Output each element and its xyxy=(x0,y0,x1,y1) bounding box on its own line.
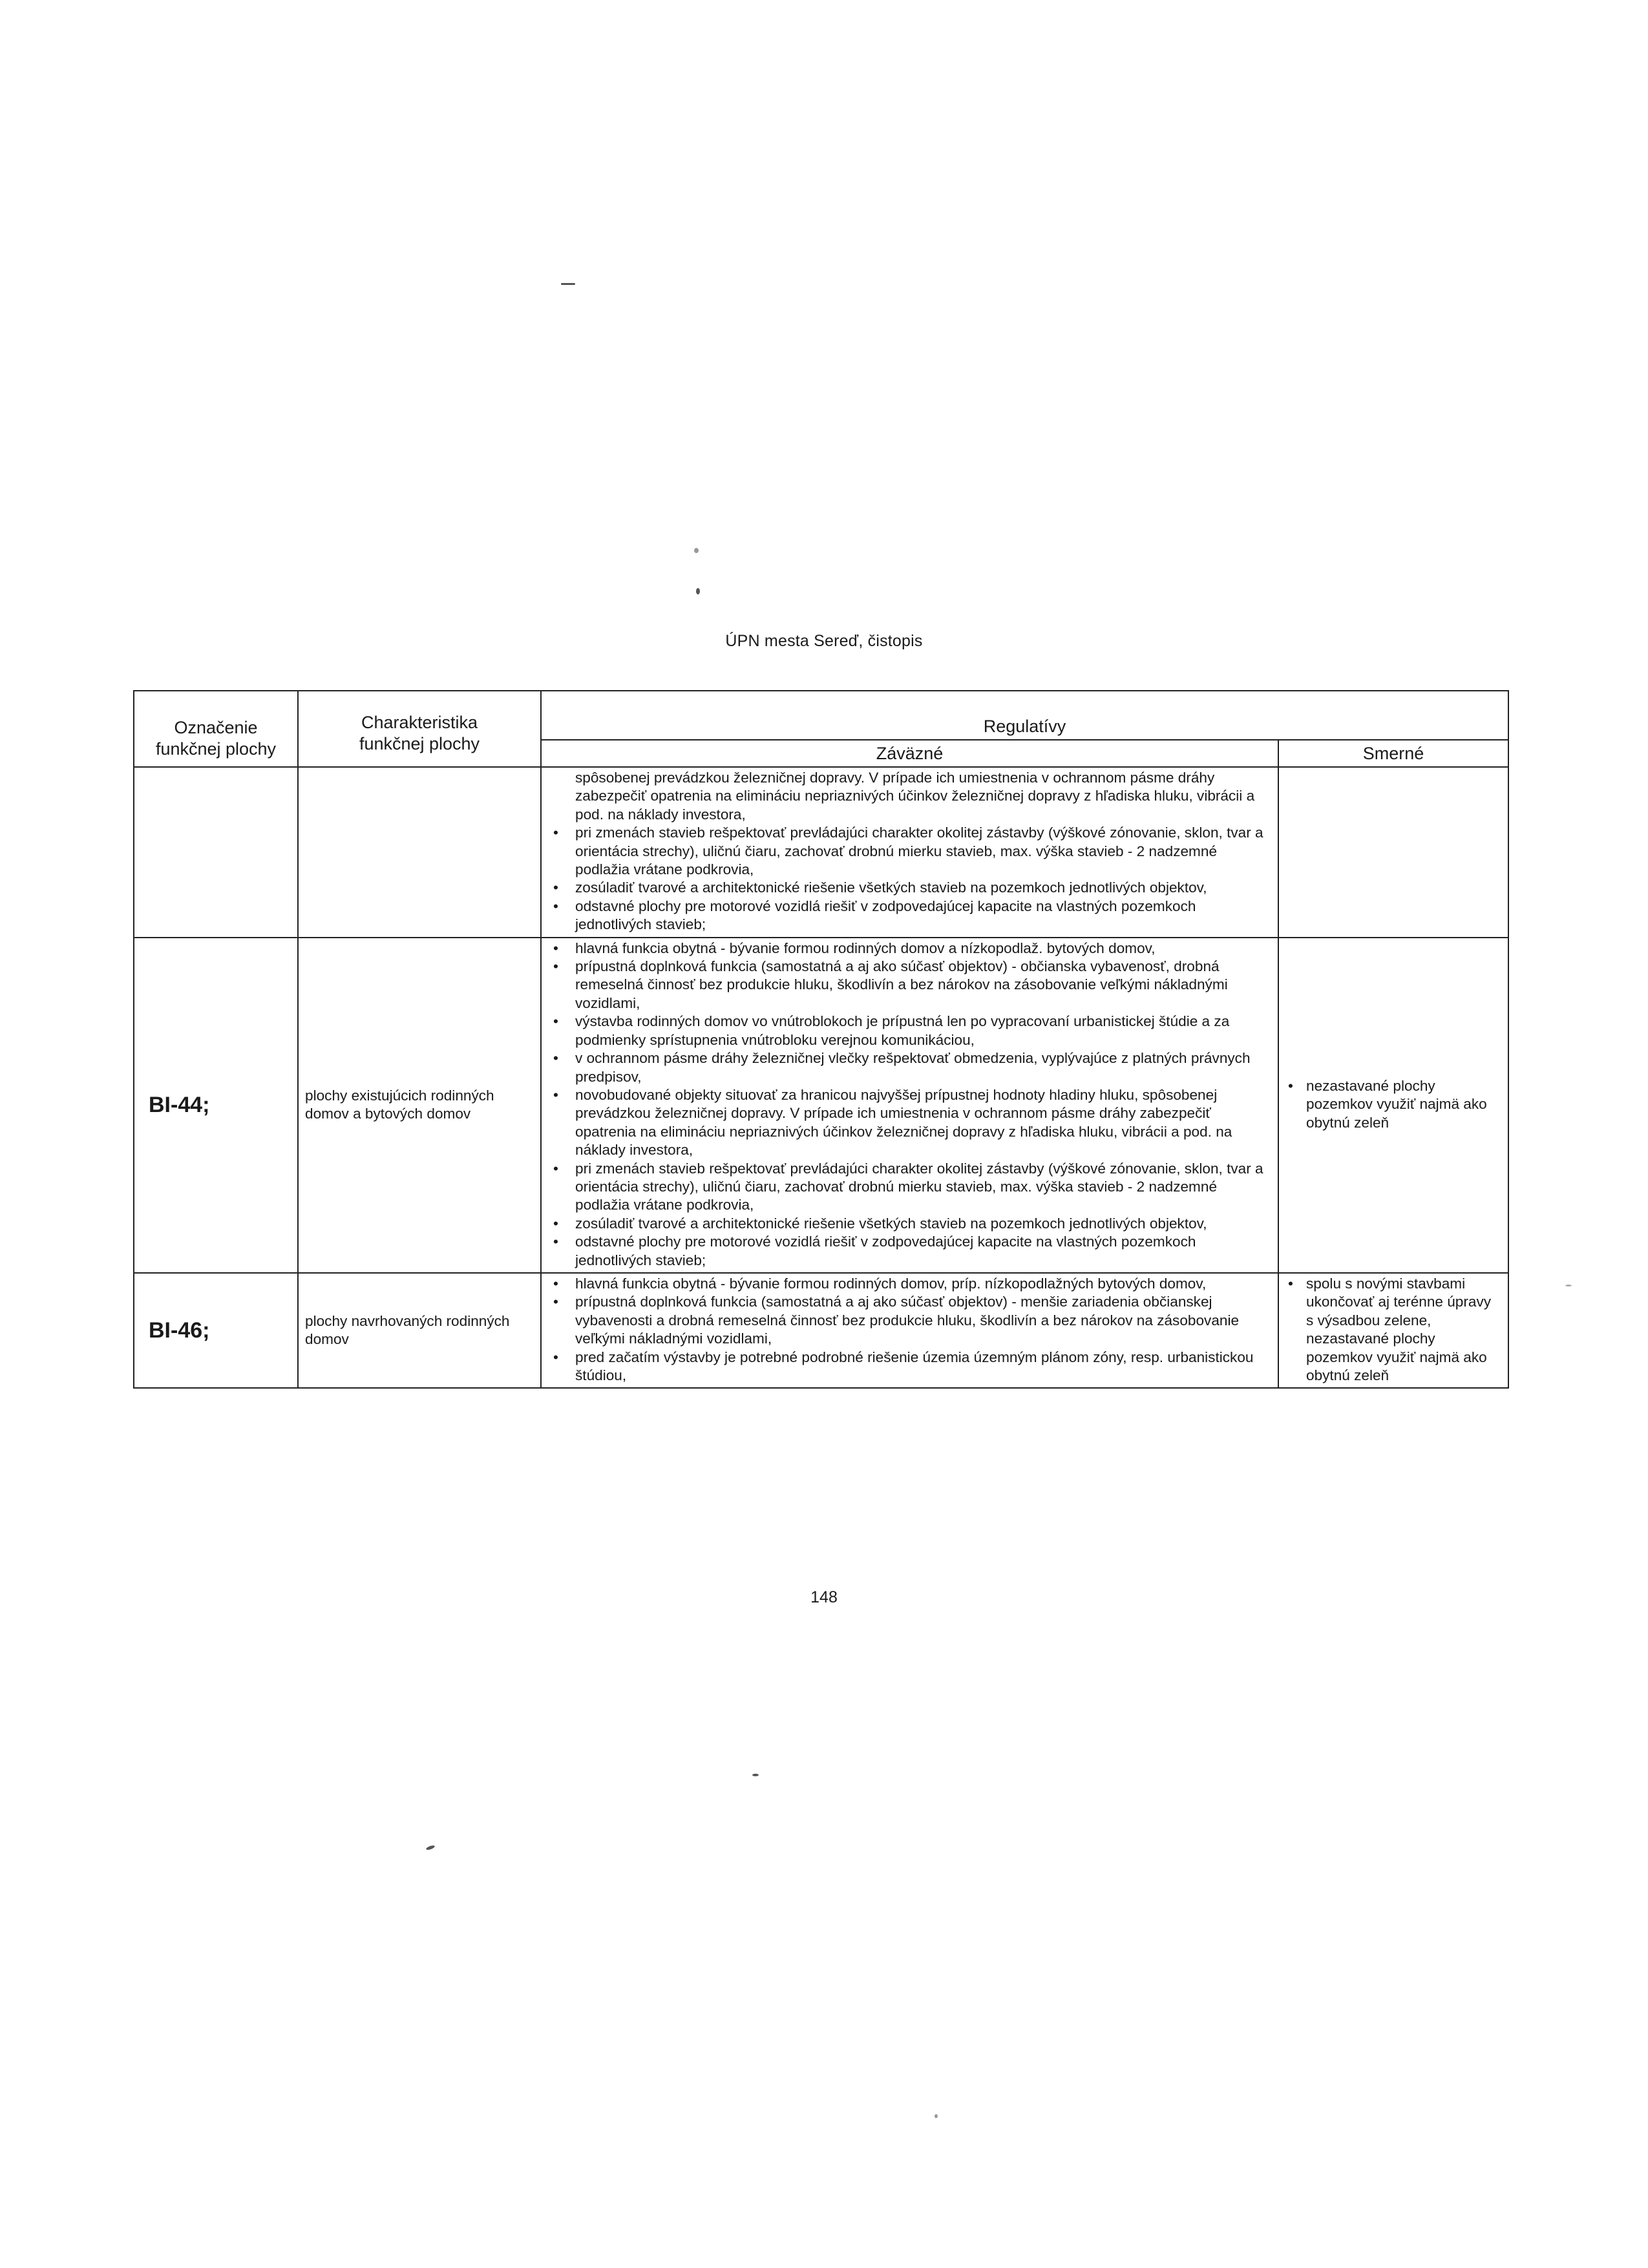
list-item: spôsobenej prevádzkou železničnej dopravy. V prípade ich umiestnenia v ochrannom pásme dráhy zabezpečiť opatrenia na elimináciu nepriaznivých účinkov železničnej dopravy z hľadiska hluku, vibrácii a pod. na náklady investora, xyxy=(575,770,1255,823)
col-header-characteristic xyxy=(298,691,541,767)
table-row xyxy=(134,767,1508,938)
smerne-list xyxy=(1279,1274,1501,1387)
scan-speck xyxy=(696,588,700,594)
col-header-code-text: Označenie funkčnej plochy xyxy=(155,718,277,759)
zavazne-cell xyxy=(541,938,1278,1273)
zavazne-list xyxy=(542,1274,1278,1387)
scan-speck xyxy=(694,548,699,553)
page-header: ÚPN mesta Sereď, čistopis xyxy=(725,632,923,650)
zavazne-list xyxy=(542,768,1278,937)
list-item: • spolu s novými stavbami ukončovať aj terénne úpravy s výsadbou zelene, nezastavané plochy pozemkov využiť najmä ako obytnú zeleň xyxy=(1279,1275,1496,1385)
area-characteristic xyxy=(298,767,541,938)
list-item: • nezastavané plochy pozemkov využiť najmä ako obytnú zeleň xyxy=(1279,1077,1496,1132)
list-item: • zosúladiť tvarové a architektonické riešenie všetkých stavieb na pozemkoch jednotlivých objektov, xyxy=(542,1215,1273,1233)
scan-speck xyxy=(752,1774,759,1776)
scan-speck xyxy=(561,283,575,285)
list-item: • hlavná funkcia obytná - bývanie formou rodinných domov, príp. nízkopodlažných bytových domov, xyxy=(542,1275,1273,1293)
list-item: • pri zmenách stavieb rešpektovať prevládajúci charakter okolitej zástavby (výškové zónovanie, sklon, tvar a orientácia strechy), uličnú čiaru, zachovať drobnú mierku stavieb, max. výška stavieb - 2 nadzemné podlažia vrátane podkrovia, xyxy=(542,824,1273,879)
col-header-zavazne: Záväzné xyxy=(541,740,1278,767)
list-item: • v ochrannom pásme dráhy železničnej vlečky rešpektovať obmedzenia, vyplývajúce z platných právnych predpisov, xyxy=(542,1049,1273,1086)
col-header-code xyxy=(134,691,298,767)
smerne-list xyxy=(1279,1076,1501,1135)
regulations-table xyxy=(133,690,1509,1389)
list-item: • odstavné plochy pre motorové vozidlá riešiť v zodpovedajúcej kapacite na vlastných pozemkoch jednotlivých stavieb; xyxy=(542,1233,1273,1270)
list-item: • výstavba rodinných domov vo vnútroblokoch je prípustná len po vypracovaní urbanistickej štúdie a za podmienky sprístupnenia vnútrobloku verejnou komunikáciou, xyxy=(542,1013,1273,1049)
zavazne-list xyxy=(542,938,1278,1272)
area-characteristic: plochy navrhovaných rodinných domov xyxy=(298,1273,541,1388)
list-item: • prípustná doplnková funkcia (samostatná a aj ako súčasť objektov) - občianska vybavenosť, drobná remeselná činnosť bez produkcie hluku, škodlivín a bez nárokov na zásobovanie veľkými nákladnými vozidlami, xyxy=(542,958,1273,1013)
smerne-cell xyxy=(1278,938,1508,1273)
list-item: • hlavná funkcia obytná - bývanie formou rodinných domov a nízkopodlaž. bytových domov, xyxy=(542,940,1273,958)
list-item: • odstavné plochy pre motorové vozidlá riešiť v zodpovedajúcej kapacite na vlastných pozemkoch jednotlivých stavieb; xyxy=(542,898,1273,934)
list-item: • novobudované objekty situovať za hranicou najvyššej prípustnej hodnoty hladiny hluku, spôsobenej prevádzkou železničnej dopravy. V prípade ich umiestnenia v ochrannom pásme dráhy zabezpečiť opatrenia na elimináciu nepriaznivých účinkov železničnej dopravy z hľadiska hluku, vibrácii a pod. na náklady investora, xyxy=(542,1086,1273,1160)
col-header-characteristic-text: Charakteristika funkčnej plochy xyxy=(359,713,480,753)
page-number: 148 xyxy=(810,1588,838,1606)
smerne-cell xyxy=(1278,767,1508,938)
col-header-regulativy: Regulatívy xyxy=(541,691,1508,740)
list-item: • zosúladiť tvarové a architektonické riešenie všetkých stavieb na pozemkoch jednotlivých objektov, xyxy=(542,879,1273,897)
table-row xyxy=(134,938,1508,1273)
scan-speck xyxy=(935,2114,938,2118)
smerne-cell xyxy=(1278,1273,1508,1388)
area-code: BI-46; xyxy=(134,1273,298,1388)
list-item: • pri zmenách stavieb rešpektovať prevládajúci charakter okolitej zástavby (výškové zónovanie, sklon, tvar a orientácia strechy), uličnú čiaru, zachovať drobnú mierku stavieb, max. výška stavieb - 2 nadzemné podlažia vrátane podkrovia, xyxy=(542,1160,1273,1215)
scan-speck xyxy=(1565,1285,1572,1286)
table-row xyxy=(134,1273,1508,1388)
list-item: • prípustná doplnková funkcia (samostatná a aj ako súčasť objektov) - menšie zariadenia občianskej vybavenosti a drobná remeselná činnosť bez produkcie hluku, škodlivín a bez nárokov na zásobovanie veľkými nákladnými vozidlami, xyxy=(542,1293,1273,1348)
col-header-smerne: Smerné xyxy=(1278,740,1508,767)
list-item: • pred začatím výstavby je potrebné podrobné riešenie územia územným plánom zóny, resp. urbanistickou štúdiou, xyxy=(542,1349,1273,1385)
zavazne-cell xyxy=(541,767,1278,938)
area-code: BI-44; xyxy=(134,938,298,1273)
scan-speck xyxy=(426,1845,436,1851)
area-code xyxy=(134,767,298,938)
smerne-list xyxy=(1279,850,1501,854)
zavazne-cell xyxy=(541,1273,1278,1388)
area-characteristic: plochy existujúcich rodinných domov a bytových domov xyxy=(298,938,541,1273)
